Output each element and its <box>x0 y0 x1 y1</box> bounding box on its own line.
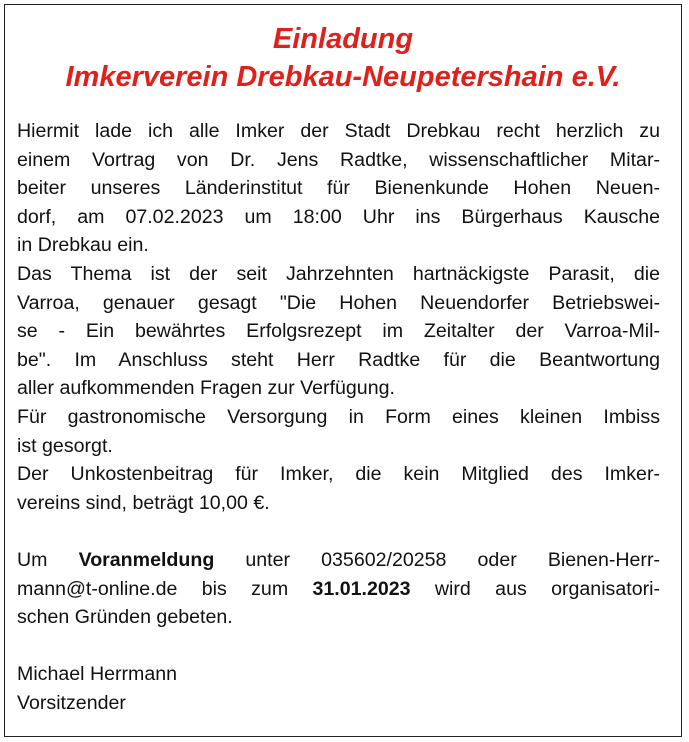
registration-line: schen Gründen gebeten. <box>17 606 233 629</box>
body-line: Der Unkostenbeitrag für Imker, die kein Mitglied des Imker- <box>17 463 660 486</box>
body-line: Für gastronomische Versorgung in Form eines kleinen Imbiss <box>17 405 660 428</box>
invitation-body <box>17 117 660 717</box>
body-line: beiter unseres Länderinstitut für Bienenkunde Hohen Neuen- <box>17 177 660 200</box>
invitation-header <box>5 20 681 96</box>
registration-line <box>17 575 660 604</box>
body-line: Das Thema ist der seit Jahrzehnten hartnäckigste Parasit, die <box>17 262 660 285</box>
club-name: Imkerverein Drebkau-Neupetershain e.V. <box>65 61 621 93</box>
body-line: ist gesorgt. <box>17 434 113 457</box>
registration-email: mann@t-online.de bis zum <box>17 577 289 600</box>
registration-reason: wird aus organisatori- <box>434 577 660 600</box>
registration-keyword: Voranmeldung <box>78 548 215 571</box>
body-line: vereins sind, beträgt 10,00 €. <box>17 491 270 514</box>
registration-phone: unter 035602/20258 oder Bienen-Herr- <box>245 548 660 571</box>
signature-name: Michael Herrmann <box>17 663 178 686</box>
body-line: aller aufkommenden Fragen zur Verfügung. <box>17 377 395 400</box>
signature-role: Vorsitzender <box>17 691 126 714</box>
body-line: in Drebkau ein. <box>17 234 149 257</box>
registration-line <box>17 546 660 575</box>
body-line: dorf, am 07.02.2023 um 18:00 Uhr ins Bürgerhaus Kausche <box>17 205 660 228</box>
body-line: be". Im Anschluss steht Herr Radtke für die Beantwortung <box>17 348 660 371</box>
registration-prefix: Um <box>17 548 48 571</box>
body-line: Hiermit lade ich alle Imker der Stadt Drebkau recht herzlich zu <box>17 120 660 142</box>
body-line: se - Ein bewährtes Erfolgsrezept im Zeitalter der Varroa-Mil- <box>17 320 660 343</box>
registration-deadline: 31.01.2023 <box>312 577 411 600</box>
body-line: Varroa, genauer gesagt "Die Hohen Neuendorfer Betriebswei- <box>17 291 660 314</box>
paragraph-gap <box>17 632 660 661</box>
paragraph-gap <box>17 517 660 546</box>
body-line: einem Vortrag von Dr. Jens Radtke, wissenschaftlicher Mitar- <box>17 148 660 171</box>
invitation-title: Einladung <box>272 23 414 55</box>
